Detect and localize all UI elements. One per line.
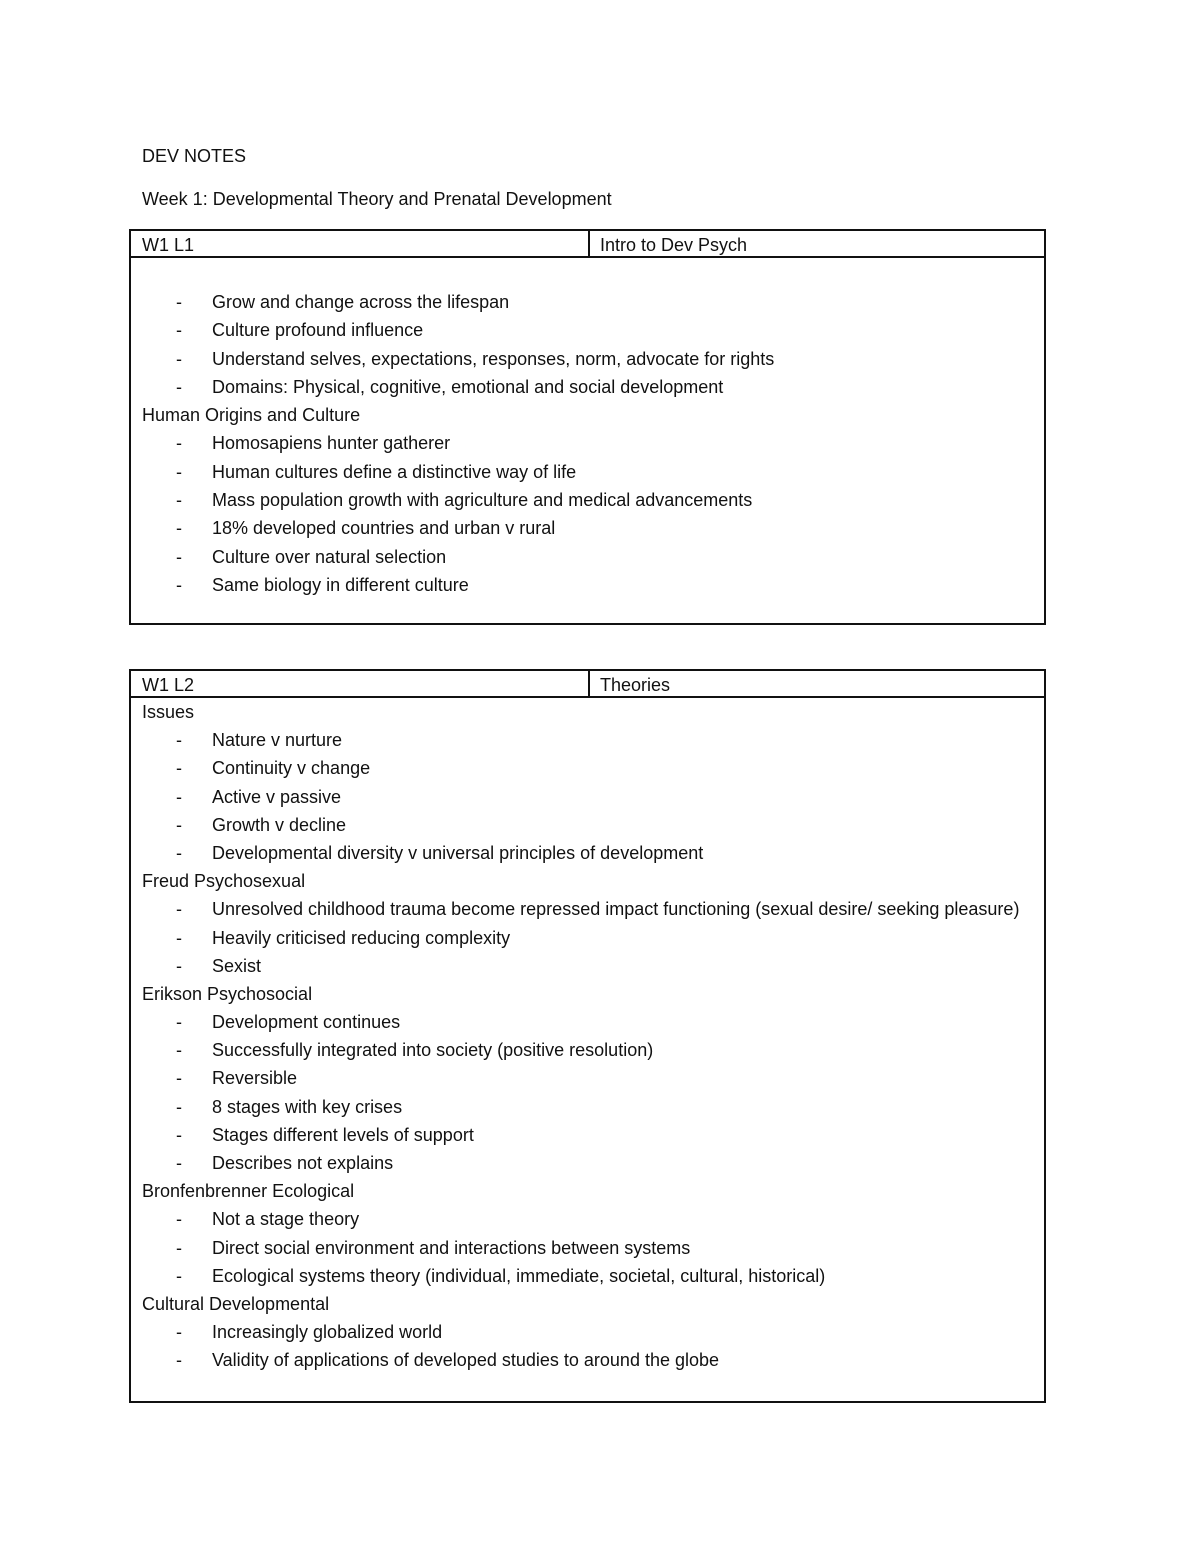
table-header — [131, 671, 1044, 698]
bullet-item: - Growth v decline — [142, 811, 1044, 839]
bullet-item: - Heavily criticised reducing complexity — [142, 924, 1044, 952]
bullet-item: - Reversible — [142, 1064, 1044, 1092]
bullet-item: - Describes not explains — [142, 1149, 1044, 1177]
bullet-item: - Increasingly globalized world — [142, 1318, 1044, 1346]
section-heading: Human Origins and Culture — [142, 405, 361, 426]
bullet-item: - Continuity v change — [142, 754, 1044, 782]
section-heading: Bronfenbrenner Ecological — [142, 1181, 355, 1202]
bullet-item: - Ecological systems theory (individual, immediate, societal, cultural, historical) — [142, 1262, 1044, 1290]
bullet-item: - Same biology in different culture — [142, 571, 1044, 599]
section-heading: Erikson Psychosocial — [142, 983, 313, 1004]
bullet-item: - Human cultures define a distinctive way of life — [142, 458, 1044, 486]
table-header — [131, 231, 1044, 258]
bullet-item: - Culture profound influence — [142, 316, 1044, 344]
bullet-item: - Successfully integrated into society (positive resolution) — [142, 1036, 1044, 1064]
bullet-item: - Developmental diversity v universal principles of development — [142, 839, 1044, 867]
bullet-item: - Not a stage theory — [142, 1205, 1044, 1233]
bullet-item: - 8 stages with key crises — [142, 1093, 1044, 1121]
bullet-item: - Understand selves, expectations, responses, norm, advocate for rights — [142, 345, 1044, 373]
bullet-item: - Domains: Physical, cognitive, emotional and social development — [142, 373, 1044, 401]
bullet-item: - Sexist — [142, 952, 1044, 980]
bullet-item: - Homosapiens hunter gatherer — [142, 429, 1044, 457]
document-title: DEV NOTES — [142, 146, 247, 166]
bullet-item: - Stages different levels of support — [142, 1121, 1044, 1149]
bullet-item: - Direct social environment and interactions between systems — [142, 1234, 1044, 1262]
notes-table-w1-l1 — [129, 229, 1046, 625]
bullet-item: - Grow and change across the lifespan — [142, 288, 1044, 316]
section-heading: Issues — [142, 702, 195, 722]
bullet-item: - 18% developed countries and urban v rural — [142, 514, 1044, 542]
bullet-item: - Validity of applications of developed studies to around the globe — [142, 1346, 1044, 1374]
lecture-code-cell: W1 L1 — [131, 231, 590, 256]
section-heading: Cultural Developmental — [142, 1293, 330, 1314]
lecture-code-cell: W1 L2 — [131, 671, 590, 696]
bullet-item: - Unresolved childhood trauma become repressed impact functioning (sexual desire/ seeking pleasure) — [142, 895, 1032, 923]
bullet-item: - Active v passive — [142, 783, 1044, 811]
table-body — [131, 258, 1044, 599]
section-heading: Freud Psychosexual — [142, 871, 306, 892]
bullet-item: - Development continues — [142, 1008, 1044, 1036]
bullet-item: - Mass population growth with agriculture and medical advancements — [142, 486, 1044, 514]
notes-table-w1-l2 — [129, 669, 1046, 1403]
bullet-item: - Nature v nurture — [142, 726, 1044, 754]
table-body — [131, 698, 1044, 1375]
lecture-topic-cell: Intro to Dev Psych — [600, 235, 748, 255]
bullet-item: - Culture over natural selection — [142, 543, 1044, 571]
week-heading: Week 1: Developmental Theory and Prenatal Development — [142, 189, 612, 209]
lecture-topic-cell: Theories — [600, 675, 671, 695]
